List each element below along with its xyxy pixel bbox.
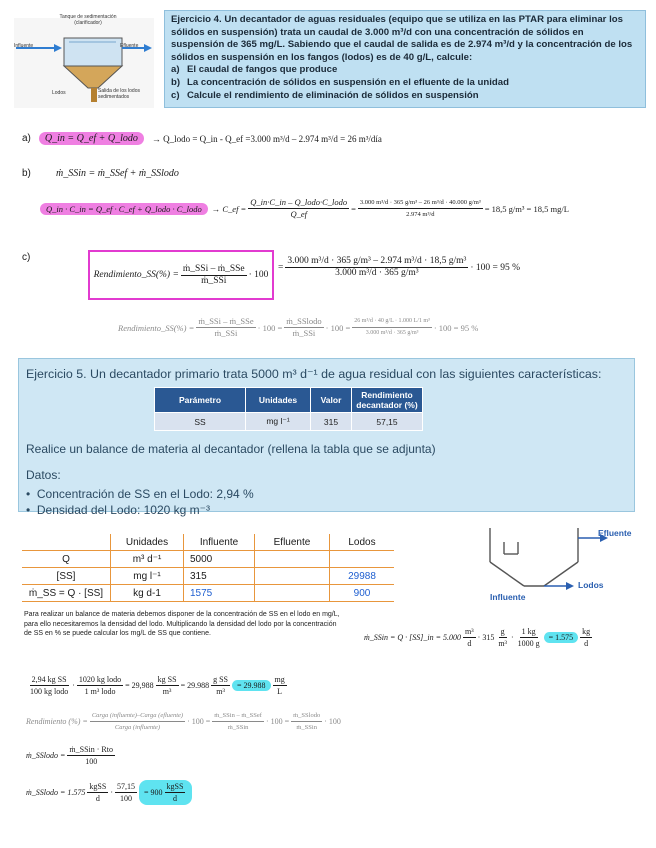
answer-a-rest: → Q_lodo = Q_in - Q_ef =3.000 m³/d – 2.974 m³/d = 26 m³/día	[151, 133, 382, 144]
figure-title: Tanque de sedimentación (clarificador)	[59, 14, 117, 26]
answer-a-highlight: Q_in = Q_ef + Q_lodo	[39, 132, 144, 145]
figure-sludge-label: Lodos	[52, 90, 66, 96]
figure-caption: Salida de los lodos sedimentados	[98, 88, 140, 100]
answer-a: a) Q_in = Q_ef + Q_lodo → Q_lodo = Q_in - Q_ef =3.000 m³/d – 2.974 m³/d = 26 m³/día	[22, 133, 382, 144]
efficiency-formula-box: Rendimiento_SS(%) = $\frac{\text{ṁ\_SSi – ṁ\_SSe}}{\text{ṁ\_SSi}}$ · 100	[88, 250, 274, 300]
table-row: Q m³ d⁻¹ 5000	[22, 551, 394, 568]
efficiency-definition: Rendimiento (%) = $\frac{\text{Carga (influente)–Carga (efluente)}}{\text{Carga (influente)}}$ · 100 = $\frac{\text{ṁ\_SSin – ṁ\_SSef}}{\text{ṁ\_SSin}}$ · 100 = $\frac{\text{ṁ\_SSlodo}}{\text{ṁ\_SSin}}$ · 100	[26, 712, 341, 731]
exercise-4-item-a: a) El caudal de fangos que produce	[171, 64, 338, 76]
exercise-4-item-b: b) La concentración de sólidos en suspensión en el efluente de la unidad	[171, 76, 509, 88]
concentration-conversion: $\frac{\text{2,94 kg SS}}{\text{100 kg lodo}}$ · $\frac{\text{1020 kg lodo}}{\text{1 m³ lodo}}$ = 29,988 $\frac{\text{kg SS}}{\text{m³}}$ = 29.988 $\frac{\text{g SS}}{\text{m³}}$ = 29.988 $\frac{mg}{L}$	[30, 675, 285, 696]
efficiency-calculation: = $\frac{\text{3.000 m³/d · 365 g/m³ – 2.974 m³/d · 18,5 g/m³}}{\text{3.000 m³/d · 365 g/m³}}$ · 100 = 95 %	[278, 256, 521, 278]
datos-bullet-2: • Densidad del Lodo: 1020 kg m⁻³	[26, 503, 210, 517]
parameter-table	[154, 387, 423, 431]
exercise-4-statement	[164, 10, 646, 108]
exercise-5-title: Ejercicio 5. Un decantador primario trata 5000 m³ d⁻¹ de agua residual con las siguientes características:	[26, 367, 602, 381]
datos-bullet-1: • Concentración de SS en el Lodo: 2,94 %	[26, 487, 254, 501]
diagram-sludge-label: Lodos	[578, 580, 604, 590]
figure-influent-label: Influente	[14, 43, 34, 49]
exercise-4-text: Ejercicio 4. Un decantador de aguas residuales (equipo que se utiliza en las PTAR para eliminar los sólidos en suspensión) trata un caudal de 3.000 m³/d con una concentración de sólidos en suspensión de 365 mg/L. Sabiendo que el caudal de salida es de 2.974 m³/d y la concentración de los sólidos en suspensión en los fangos (lodos) es de 40 g/L, calcule:	[171, 14, 633, 63]
answer-c-label: c)	[22, 252, 31, 263]
table-row: [SS] mg l⁻¹ 315 29988	[22, 568, 394, 585]
diagram-influent-label: Influente	[490, 592, 526, 602]
figure-effluent-label: Efluente	[120, 43, 139, 49]
mass-balance-header: Unidades Influente Efluente Lodos	[22, 534, 394, 551]
mass-flow-equation: ṁ_SSin = Q · [SS]_in = 5.000 $\frac{\text{m³}}{d}$ · 315 $\frac{g}{\text{m³}}$ · $\frac{1 kg}{1000 g}$ = 1.575 $\frac{kg}{d}$	[364, 627, 591, 648]
explanation-paragraph: Para realizar un balance de materia debemos disponer de la concentración de SS en el lodo en mg/L, para ello necesitaremos la densidad del lodo. Multiplicando la densidad del lodo por la concentración de SS en % se puede calcular los mg/L de SS que contiene.	[24, 611, 340, 638]
datos-label: Datos:	[26, 468, 61, 482]
efficiency-alternative: Rendimiento_SS(%) = $\frac{\text{ṁ\_SSi – ṁ\_SSe}}{\text{ṁ\_SSi}}$ · 100 = $\frac{\text{ṁ\_SSlodo}}{\text{ṁ\_SSi}}$ · 100 = $\frac{\text{26 m³/d · 40 g/L · 1.000 L/1 m³}}{\text{3.000 m³/d · 365 g/m³}}$ · 100 = 95 %	[118, 316, 479, 338]
table-row: ṁ_SS = Q · [SS] kg d-1 1575 900	[22, 585, 394, 602]
diagram-effluent-label: Efluente	[598, 528, 632, 538]
answer-b-equation: Q_in · C_in = Q_ef · C_ef + Q_lodo · C_lodo → C_ef = $\frac{\text{Q\_in·C\_in – Q\_lodo·C\_lodo}}{Q\_ef}$ = $\frac{\text{3.000 m³/d · 365 g/m³ – 26 m³/d · 40.000 g/m³}}{\text{2.974 m³/d}}$ = 18,5 g/m³ = 18,5 mg/L	[40, 197, 569, 220]
sludge-mass-result: ṁ_SSlodo = 1.575 $\frac{\text{kgSS}}{d}$ · $\frac{57,15}{100}$ = 900 $\frac{\text{kgSS}}{d}$	[26, 780, 192, 805]
mass-balance-table	[22, 534, 394, 602]
answer-b-mass-balance: ṁ_SSin = ṁ_SSef + ṁ_SSlodo	[56, 168, 179, 179]
answer-b-label: b)	[22, 168, 31, 179]
sludge-mass-formula: ṁ_SSlodo = $\frac{\text{ṁ\_SSin · Rto}}{100}$	[26, 745, 113, 766]
exercise-5-instruction: Realice un balance de materia al decantador (rellena la tabla que se adjunta)	[26, 442, 436, 456]
exercise-4-item-c: c) Calcule el rendimiento de eliminación de sólidos en suspensión	[171, 89, 479, 101]
table-row: SS mg l⁻¹ 315 57,15	[155, 413, 423, 431]
parameter-table-header: Parámetro Unidades Valor Rendimiento decantador (%)	[155, 388, 423, 413]
